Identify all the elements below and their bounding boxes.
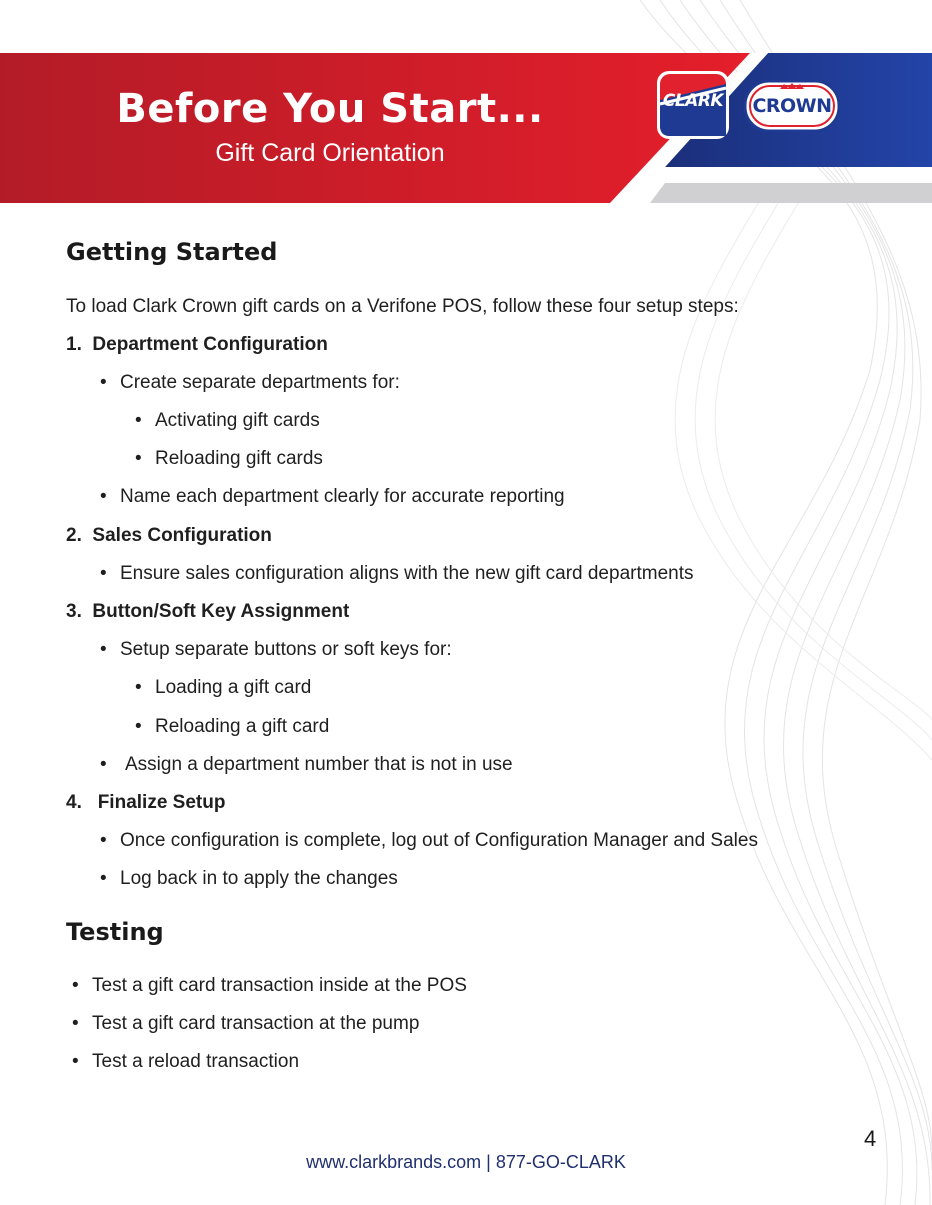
step-1-title: Department Configuration (92, 334, 328, 355)
list-item-text: Loading a gift card (155, 677, 312, 698)
step-4-title: Finalize Setup (97, 792, 226, 813)
list-item-text: Log back in to apply the changes (120, 868, 398, 889)
list-item: • Assign a department number that is not in use (100, 754, 513, 775)
section-heading-testing: Testing (66, 918, 164, 946)
list-item: • Test a gift card transaction inside at the POS (72, 975, 467, 996)
intro-text: To load Clark Crown gift cards on a Verifone POS, follow these four setup steps: (66, 296, 739, 317)
page-subtitle: Gift Card Orientation (215, 139, 445, 167)
list-item-text: Reloading gift cards (155, 448, 323, 469)
header-banner (0, 53, 932, 203)
list-item-text: Once configuration is complete, log out of Configuration Manager and Sales (120, 830, 758, 851)
list-item: • Activating gift cards (135, 410, 320, 431)
step-4-number: 4. (66, 792, 82, 813)
step-3 (66, 601, 349, 623)
list-item: • Reloading gift cards (135, 448, 323, 469)
list-item: • Test a gift card transaction at the pump (72, 1013, 420, 1034)
page-title: Before You Start... (116, 86, 544, 132)
list-item-text: Create separate departments for: (120, 372, 400, 393)
step-1-number: 1. (66, 334, 82, 355)
clark-logo-text: CLARK (662, 91, 724, 111)
list-item-text: Setup separate buttons or soft keys for: (120, 639, 452, 660)
list-item-text: Reloading a gift card (155, 716, 330, 737)
clark-logo (656, 70, 730, 140)
list-item: • Loading a gift card (135, 677, 312, 698)
section-heading-getting-started: Getting Started (66, 238, 278, 266)
step-3-title: Button/Soft Key Assignment (92, 601, 350, 622)
crown-logo-text: CROWN (752, 95, 832, 117)
step-2-title: Sales Configuration (92, 525, 272, 546)
step-2 (66, 525, 272, 547)
step-2-number: 2. (66, 525, 82, 546)
crown-logo (744, 80, 840, 132)
list-item-text: Test a gift card transaction at the pump (92, 1013, 420, 1034)
list-item-text: Name each department clearly for accurate reporting (120, 486, 565, 507)
page-number: 4 (864, 1126, 877, 1151)
list-item: • Ensure sales configuration aligns with the new gift card departments (100, 563, 694, 584)
list-item: • Once configuration is complete, log out of Configuration Manager and Sales (100, 830, 758, 851)
step-4 (66, 792, 225, 814)
list-item-text: Ensure sales configuration aligns with the new gift card departments (120, 563, 694, 584)
step-3-number: 3. (66, 601, 82, 622)
list-item-text: Assign a department number that is not in use (125, 754, 513, 775)
list-item: • Name each department clearly for accurate reporting (100, 486, 565, 507)
list-item-text: Activating gift cards (155, 410, 320, 431)
list-item-text: Test a gift card transaction inside at the POS (92, 975, 467, 996)
footer-contact: www.clarkbrands.com | 877-GO-CLARK (306, 1152, 626, 1172)
step-1 (66, 334, 328, 356)
list-item: • Setup separate buttons or soft keys for: (100, 639, 452, 660)
list-item: • Test a reload transaction (72, 1051, 300, 1072)
list-item: • Reloading a gift card (135, 716, 330, 737)
list-item-text: Test a reload transaction (92, 1051, 300, 1072)
list-item: • Log back in to apply the changes (100, 868, 398, 889)
list-item: • Create separate departments for: (100, 372, 400, 393)
